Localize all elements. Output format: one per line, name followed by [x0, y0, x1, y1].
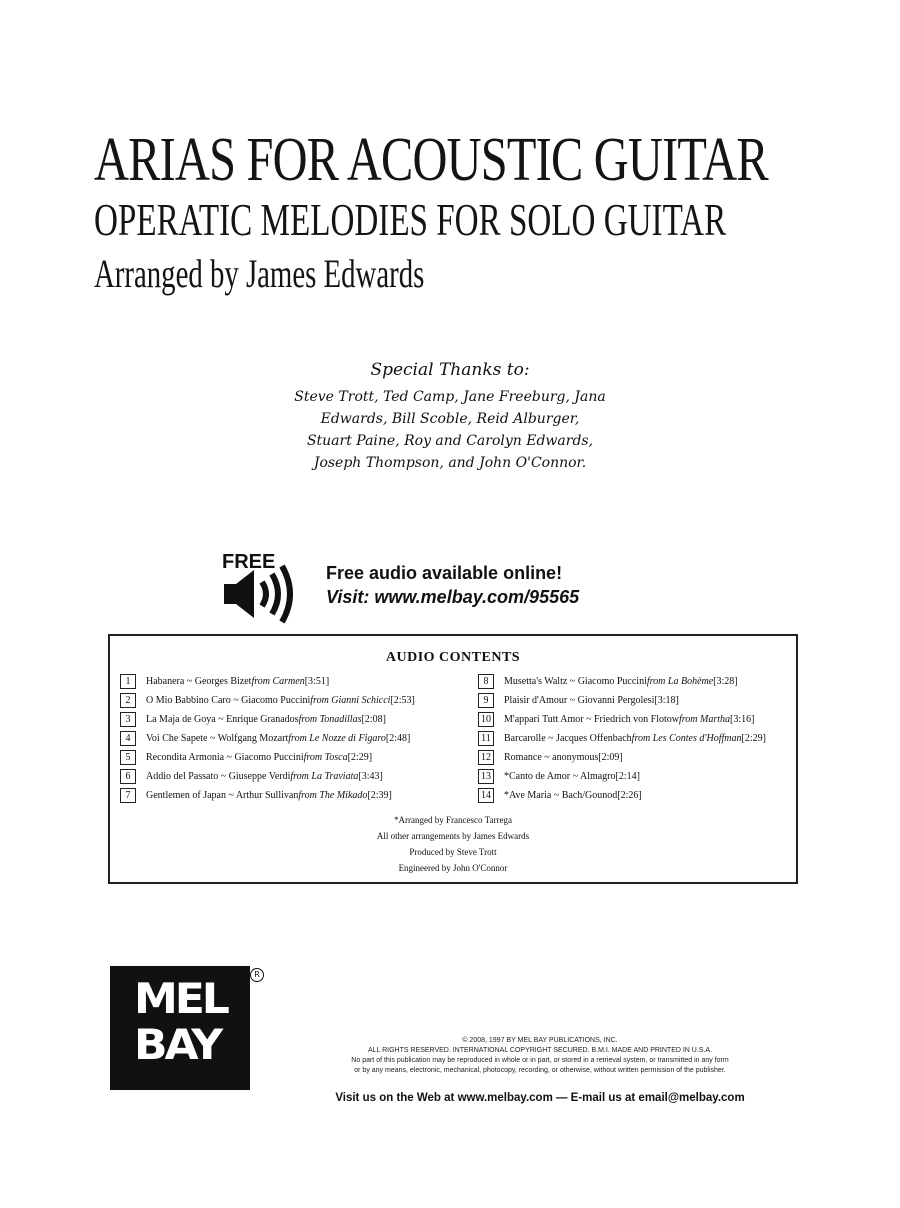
free-audio-text	[326, 562, 579, 610]
special-thanks	[250, 360, 650, 474]
track-item: 9 Plaisir d'Amour ~ Giovanni Pergolesi [3:18]	[478, 691, 766, 710]
track-item: 10 M'appari Tutt Amor ~ Friedrich von Flotow from Martha [3:16]	[478, 710, 766, 729]
thanks-line: Joseph Thompson, and John O'Connor.	[313, 455, 587, 471]
free-badge: FREE	[222, 551, 276, 573]
credit-line: All other arrangements by James Edwards	[376, 831, 530, 841]
track-item: 14 *Ave Maria ~ Bach/Gounod [2:26]	[478, 786, 766, 805]
registered-mark: R	[250, 968, 264, 982]
production-credits	[110, 812, 796, 876]
audio-contents-box	[108, 634, 798, 884]
thanks-line: Steve Trott, Ted Camp, Jane Freeburg, Jana	[294, 389, 606, 405]
credit-line: *Arranged by Francesco Tarrega	[394, 815, 512, 825]
track-item: 8 Musetta's Waltz ~ Giacomo Puccini from La Bohème [3:28]	[478, 672, 766, 691]
track-item: 6 Addio del Passato ~ Giuseppe Verdi from La Traviata [3:43]	[120, 767, 415, 786]
book-title: ARIAS FOR ACOUSTIC GUITAR	[94, 126, 768, 194]
audio-contents-title: AUDIO CONTENTS	[385, 650, 521, 665]
track-item: 11 Barcarolle ~ Jacques Offenbach from Les Contes d'Hoffman [2:29]	[478, 729, 766, 748]
track-list-right	[478, 672, 766, 805]
book-subtitle: OPERATIC MELODIES FOR SOLO GUITAR	[94, 194, 727, 245]
track-item: 1 Habanera ~ Georges Bizet from Carmen [3:51]	[120, 672, 415, 691]
speaker-icon	[218, 546, 308, 630]
track-item: 7 Gentlemen of Japan ~ Arthur Sullivan from The Mikado [2:39]	[120, 786, 415, 805]
thanks-line: Stuart Paine, Roy and Carolyn Edwards,	[306, 433, 594, 449]
arranger-line: Arranged by James Edwards	[94, 251, 425, 296]
track-item: 2 O Mio Babbino Caro ~ Giacomo Puccini from Gianni Schicci [2:53]	[120, 691, 415, 710]
copyright-notice: © 2008, 1997 BY MEL BAY PUBLICATIONS, INC. ALL RIGHTS RESERVED. INTERNATIONAL COPYRIGHT SECURED. B.M.I. MADE AND PRINTED IN U.S.A. No part of this publication may be reproduced in whole or in part, or stored in a retrieval system, or transmitted in any form or by any means, electronic, mechanical, photocopy, recording, or otherwise, without written permission of the publisher.	[351, 1037, 729, 1074]
track-item: 13 *Canto de Amor ~ Almagro [2:14]	[478, 767, 766, 786]
mel-bay-logo	[110, 966, 260, 1090]
track-item: 12 Romance ~ anonymous [2:09]	[478, 748, 766, 767]
track-list-left	[120, 672, 415, 805]
track-item: 4 Voi Che Sapete ~ Wolfgang Mozart from Le Nozze di Figaro [2:48]	[120, 729, 415, 748]
track-item: 3 La Maja de Goya ~ Enrique Granados from Tonadillas [2:08]	[120, 710, 415, 729]
audio-url-link[interactable]: Visit: www.melbay.com/95565	[326, 587, 580, 607]
thanks-line: Edwards, Bill Scoble, Reid Alburger,	[320, 411, 580, 427]
credit-line: Produced by Steve Trott	[409, 847, 497, 857]
logo-text: MEL BAY	[134, 974, 227, 1069]
track-item: 5 Recondita Armonia ~ Giacomo Puccini from Tosca [2:29]	[120, 748, 415, 767]
free-audio-line: Free audio available online!	[326, 563, 563, 583]
thanks-heading: Special Thanks to:	[370, 360, 530, 380]
web-contact-line[interactable]: Visit us on the Web at www.melbay.com — E-mail us at email@melbay.com	[335, 1092, 745, 1104]
credit-line: Engineered by John O'Connor	[398, 863, 508, 873]
